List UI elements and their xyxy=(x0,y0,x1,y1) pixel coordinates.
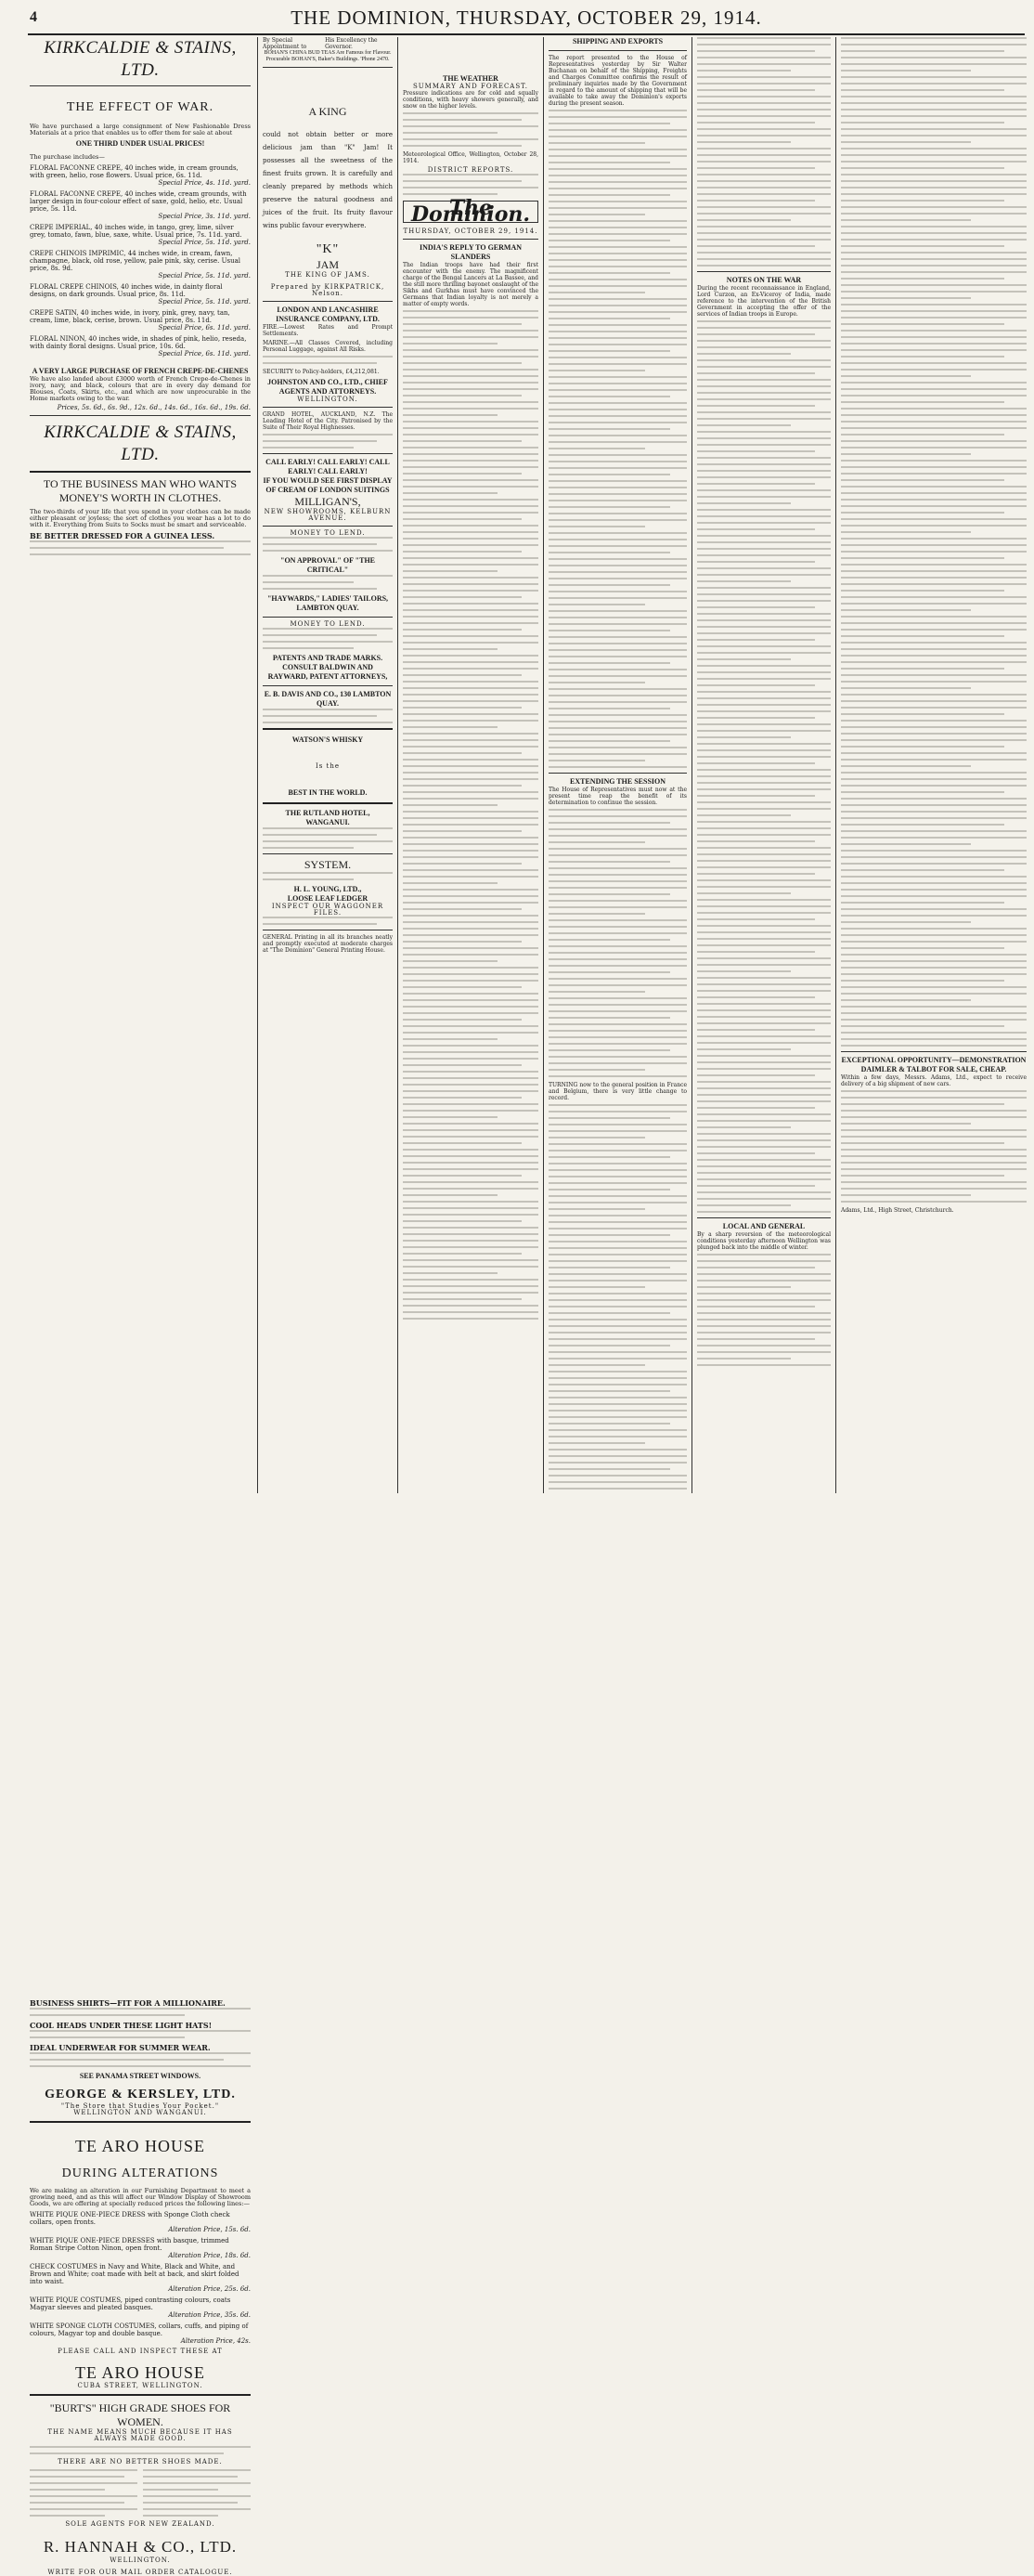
weather-summary: SUMMARY AND FORECAST. xyxy=(412,83,529,90)
johnston: JOHNSTON AND CO., LTD., CHIEF AGENTS AND ATTORNEYS. xyxy=(267,378,388,396)
ad-item-list xyxy=(30,164,251,358)
article-body xyxy=(403,310,538,1768)
hannah-brand: R. HANNAH & CO., LTD. xyxy=(43,2538,238,2556)
local-head: LOCAL AND GENERAL xyxy=(722,1222,806,1230)
business-sub: BE BETTER DRESSED FOR A GUINEA LESS. xyxy=(30,531,215,540)
list-item: WHITE SPONGE CLOTH COSTUMES, collars, cuffs, and piping of colours, Magyar top and double basque. Alteration Price, 42s. xyxy=(30,2322,251,2345)
marine-line: MARINE.—All Classes Covered, including Personal Luggage, against All Risks. xyxy=(263,340,393,353)
burts-sub: THE NAME MEANS MUCH BECAUSE IT HAS ALWAYS MADE GOOD. xyxy=(47,2428,233,2442)
notes-text: During the recent reconnaissance in England, Lord Curzon, an Ex-Viceroy of India, made reference to the intervention of the British Government in accepting the offer of the services of Indian troops in Europe. xyxy=(697,285,831,318)
crepe-text: We have also landed about £3000 worth of French Crepe-de-Chenes in ivory, navy, and black, colours that are in every day demand for Blouses, Coats, Skirts, etc., and which are now unprocurable in the Home markets owing to the war. xyxy=(30,375,251,402)
column-editorial xyxy=(403,37,538,1495)
milligan: MILLIGAN'S, xyxy=(294,495,361,508)
column-shipping xyxy=(549,37,687,1495)
aking-head: A KING xyxy=(308,105,347,118)
appointment-right: His Excellency the Governor. xyxy=(325,37,378,50)
ad-intro: We have purchased a large consignment of New Fashionable Dress Materials at a price that enables us to offer them for sale at about xyxy=(30,123,251,137)
column-ads-left xyxy=(30,37,251,2576)
ad-subhead: ONE THIRD UNDER USUAL PRICES! xyxy=(75,139,205,148)
te-aro-head-2: TE ARO HOUSE xyxy=(74,2363,205,2382)
exceptional-text: Within a few days, Messrs. Adams, Ltd., expect to receive delivery of a big shipment of new cars. xyxy=(841,1074,1027,1087)
wellington: WELLINGTON. xyxy=(297,396,358,403)
session-text: The House of Representatives must now at the present time reap the benefit of its determination to continue the session. xyxy=(549,787,687,806)
te-aro-head: TE ARO HOUSE xyxy=(74,2137,205,2155)
district-reports: DISTRICT REPORTS. xyxy=(427,166,514,174)
list-item: FLORAL FACONNE CREPE, 40 inches wide, in cream grounds, with green, helio, rose flowers. Usual price, 6s. 11d. Special Price, 4s. 11d. yard. xyxy=(30,164,251,187)
appointment-left: By Special Appointment to xyxy=(263,37,307,50)
article-body xyxy=(549,110,687,768)
young: H. L. YOUNG, LTD., xyxy=(293,885,362,893)
shipping-text: The report presented to the House of Representatives yesterday by Sir Walter Buchanan on behalf of the Shipping, Freights and Charges Committee confirms the result of preliminary inquiries made by the Government in regard to the amount of shipping that will be available to take away the Dominion's exports during the present season. xyxy=(549,55,687,107)
article-body xyxy=(549,1104,687,1490)
masthead xyxy=(28,4,1025,35)
general-printing: GENERAL Printing in all its branches neatly and promptly executed at moderate charges at "The Dominion" General Printing House. xyxy=(263,934,393,954)
money-to-lend-2: MONEY TO LEND. xyxy=(290,620,366,628)
list-item: WHITE PIQUE ONE-PIECE DRESSES with basque, trimmed Roman Stripe Cotton Ninon, open front. Alteration Price, 18s. 6d. xyxy=(30,2237,251,2259)
k-label: "K" xyxy=(316,242,340,256)
business-head: TO THE BUSINESS MAN WHO WANTS MONEY'S WORTH IN CLOTHES. xyxy=(43,477,238,504)
turning-now: TURNING now to the general position in France and Belgium, there is very little change to record. xyxy=(549,1082,687,1101)
meteo-office: Meteorological Office, Wellington, October 28, 1914. xyxy=(403,151,538,164)
page-number: 4 xyxy=(30,9,37,25)
business-sub: COOL HEADS UNDER THESE LIGHT HATS! xyxy=(30,2021,213,2030)
column-ads-narrow xyxy=(263,37,393,1495)
bohan-ad: BOHAN'S CHINA BUD TEAS Are Famous for Flavour. Procurable BOHAN'S, Baker's Buildings. 'Phone 2470. xyxy=(264,50,392,62)
local-text: By a sharp reversion of the meteorological conditions yesterday afternoon Wellington was plunged back into the middle of winter. xyxy=(697,1231,831,1251)
article-body xyxy=(697,1254,831,1366)
inspect-line: PLEASE CALL AND INSPECT THESE AT xyxy=(58,2348,223,2355)
column-rule xyxy=(257,37,258,1493)
column-rule xyxy=(397,37,398,1493)
catalogue-line: WRITE FOR OUR MAIL ORDER CATALOGUE. xyxy=(47,2569,233,2576)
business-sub: IDEAL UNDERWEAR FOR SUMMER WEAR. xyxy=(30,2043,211,2052)
article-body xyxy=(697,320,831,1213)
newspaper-title: THE DOMINION, THURSDAY, OCTOBER 29, 1914. xyxy=(291,7,762,29)
london-lancashire: LONDON AND LANCASHIRE INSURANCE COMPANY, LTD. xyxy=(276,306,380,323)
column-war-notes xyxy=(697,37,831,1495)
system-head: SYSTEM. xyxy=(304,858,352,871)
ad-brand: KIRKCALDIE & STAINS, LTD. xyxy=(44,38,237,80)
showrooms: NEW SHOWROOMS, KELBURN AVENUE. xyxy=(264,508,392,522)
shipping-head: SHIPPING AND EXPORTS xyxy=(572,37,664,46)
burts-line: THERE ARE NO BETTER SHOES MADE. xyxy=(58,2458,223,2465)
column-rule xyxy=(835,37,836,1493)
rutland-hotel: THE RUTLAND HOTEL, WANGANUI. xyxy=(285,809,370,826)
ledger: LOOSE LEAF LEDGER xyxy=(287,894,368,903)
jam-label: JAM xyxy=(316,258,339,271)
davis: E. B. DAVIS AND CO., 130 LAMBTON QUAY. xyxy=(264,690,392,708)
grand-hotel: GRAND HOTEL, AUCKLAND, N.Z. The Leading Hotel of the City. Patronised by the Suite of Their Royal Highnesses. xyxy=(263,411,393,431)
adams-address: Adams, Ltd., High Street, Christchurch. xyxy=(841,1207,954,1214)
approval: "ON APPROVAL" OF "THE CRITICAL" xyxy=(280,556,375,574)
ad-purchase-note: The purchase includes— xyxy=(30,153,105,161)
crepe-head: A VERY LARGE PURCHASE OF FRENCH CREPE-DE-CHENES xyxy=(32,367,249,375)
whisky-head: WATSON'S WHISKY xyxy=(291,735,364,744)
ad-headline: THE EFFECT OF WAR. xyxy=(66,100,214,114)
money-to-lend: MONEY TO LEND. xyxy=(290,529,366,537)
article-body xyxy=(549,809,687,1077)
session-head: EXTENDING THE SESSION xyxy=(570,777,666,786)
article-body xyxy=(697,37,831,267)
haywards: "HAYWARDS," LADIES' TAILORS, LAMBTON QUAY. xyxy=(266,594,389,612)
list-item: CHECK COSTUMES in Navy and White, Black and White, and Brown and White; coat made with belt at back, and skirt folded into waist. Alteration Price, 25s. 6d. xyxy=(30,2263,251,2293)
suitings: IF YOU WOULD SEE FIRST DISPLAY OF CREAM OF LONDON SUITINGS xyxy=(263,476,393,494)
george-kersley-location: WELLINGTON AND WANGANUI. xyxy=(73,2109,207,2116)
notes-head: NOTES ON THE WAR xyxy=(726,276,802,284)
list-item: FLORAL CREPE CHINOIS, 40 inches wide, in dainty floral designs, on dark grounds. Usual price, 8s. 11d. Special Price, 5s. 11d. yard. xyxy=(30,283,251,306)
patents: PATENTS AND TRADE MARKS. CONSULT BALDWIN AND RAYWARD, PATENT ATTORNEYS, xyxy=(267,654,388,681)
weather-text: Pressure indications are for cold and squally conditions, with heavy showers generally, and snow on the higher levels. xyxy=(403,90,538,110)
column-news-right xyxy=(841,37,1027,1495)
india-head: INDIA'S REPLY TO GERMAN SLANDERS xyxy=(419,243,523,261)
whisky-is-the: Is the xyxy=(315,762,341,770)
inspect-files: INSPECT OUR WAGGONER FILES. xyxy=(271,903,384,917)
article-body xyxy=(841,1090,1027,1203)
ad-brand-2: KIRKCALDIE & STAINS, LTD. xyxy=(44,423,237,464)
article-body xyxy=(841,37,1027,1047)
panama-line: SEE PANAMA STREET WINDOWS. xyxy=(79,2072,201,2080)
list-item: CREPE CHINOIS IMPRIMIC, 44 inches wide, in cream, fawn, champagne, black, old rose, yellow, pale pink, sky, cerise. Usual price, 8s. 9d. Special Price, 5s. 11d. yard. xyxy=(30,250,251,280)
call-early: CALL EARLY! CALL EARLY! CALL EARLY! CALL EARLY! xyxy=(265,458,390,475)
hannah-location: WELLINGTON. xyxy=(110,2556,171,2564)
alterations-text: We are making an alteration in our Furnishing Department to meet a growing need, and as this will affect our Window Display of Showroom Goods, we are offering at specially reduced prices the following lines:— xyxy=(30,2187,251,2207)
alterations-head: DURING ALTERATIONS xyxy=(61,2166,219,2180)
weather-head: THE WEATHER xyxy=(443,74,498,83)
list-item: FLORAL FACONNE CREPE, 40 inches wide, cream grounds, with larger design in four-colour effect of saxe, gold, helio, etc. Usual price, 5s. 11d. Special Price, 3s. 11d. yard. xyxy=(30,190,251,220)
george-kersley-tagline: "The Store that Studies Your Pocket." xyxy=(60,2102,220,2110)
column-rule xyxy=(691,37,692,1493)
india-text: The Indian troops have had their first encounter with the enemy. The magnificent charge of the Bengal Lancers at La Bassee, and the still more thrilling bayonet onslaught of the Sikhs and Gurkhas must have convinced the Germans that Indian loyalty is not merely a matter of empty words. xyxy=(403,262,538,307)
cuba-street: CUBA STREET, WELLINGTON. xyxy=(77,2382,203,2389)
burts-head: "BURT'S" HIGH GRADE SHOES FOR WOMEN. xyxy=(49,2401,231,2428)
sole-agents: SOLE AGENTS FOR NEW ZEALAND. xyxy=(65,2520,215,2528)
king-of-jams: THE KING OF JAMS. xyxy=(285,271,370,279)
list-item: CREPE SATIN, 40 inches wide, in ivory, pink, grey, navy, tan, cream, lime, black, cerise, brown. Usual price, 8s. 11d. Special Price, 6s. 11d. yard. xyxy=(30,309,251,332)
george-kersley-brand: GEORGE & KERSLEY, LTD. xyxy=(45,2088,236,2101)
list-item: FLORAL NINON, 40 inches wide, in shades of pink, helio, reseda, with dainty floral designs. Usual price, 10s. 6d. Special Price, 6s. 11d. yard. xyxy=(30,335,251,358)
dominion-nameplate: The Dominion. xyxy=(403,201,538,223)
alteration-item-list xyxy=(30,2211,251,2345)
business-text: The two-thirds of your life that you spend in your clothes can be made either pleasant or joyless; the sort of clothes you wear has a lot to do with it. Everything from Suits to Socks must be smart and serviceable. xyxy=(30,508,251,528)
security-line: SECURITY to Policy-holders, £4,212,081. xyxy=(263,369,380,375)
whisky-best: BEST IN THE WORLD. xyxy=(288,788,368,797)
editorial-date: THURSDAY, OCTOBER 29, 1914. xyxy=(403,228,538,235)
aking-text: could not obtain better or more delicious jam than "K" Jam! It possesses all the sweetness of the finest fruits grown. It is carefully and cleanly prepared by methods which preserve the natural goodness and juices of the fruit. Its fruity flavour wins public favour everywhere. xyxy=(263,131,393,229)
list-item: WHITE PIQUE COSTUMES, piped contrasting colours, coats Magyar sleeves and pleated basques. Alteration Price, 35s. 6d. xyxy=(30,2296,251,2319)
list-item: WHITE PIQUE ONE-PIECE DRESS with Sponge Cloth check collars, open fronts. Alteration Price, 15s. 6d. xyxy=(30,2211,251,2233)
crepe-prices: Prices, 5s. 6d., 6s. 9d., 12s. 6d., 14s. 6d., 16s. 6d., 19s. 6d. xyxy=(57,404,251,411)
business-sub: BUSINESS SHIRTS—FIT FOR A MILLIONAIRE. xyxy=(30,1998,226,2008)
prepared-by: Prepared by KIRKPATRICK, Nelson. xyxy=(270,283,385,297)
column-rule xyxy=(543,37,544,1493)
fire-line: FIRE.—Lowest Rates and Prompt Settlements. xyxy=(263,324,393,337)
exceptional-head: EXCEPTIONAL OPPORTUNITY—DEMONSTRATION DAIMLER & TALBOT FOR SALE, CHEAP. xyxy=(841,1056,1027,1073)
list-item: CREPE IMPERIAL, 40 inches wide, in tango, grey, lime, silver grey, tomato, fawn, blue, saxe, white. Usual price, 7s. 11d. yard. Special Price, 5s. 11d. yard. xyxy=(30,224,251,246)
